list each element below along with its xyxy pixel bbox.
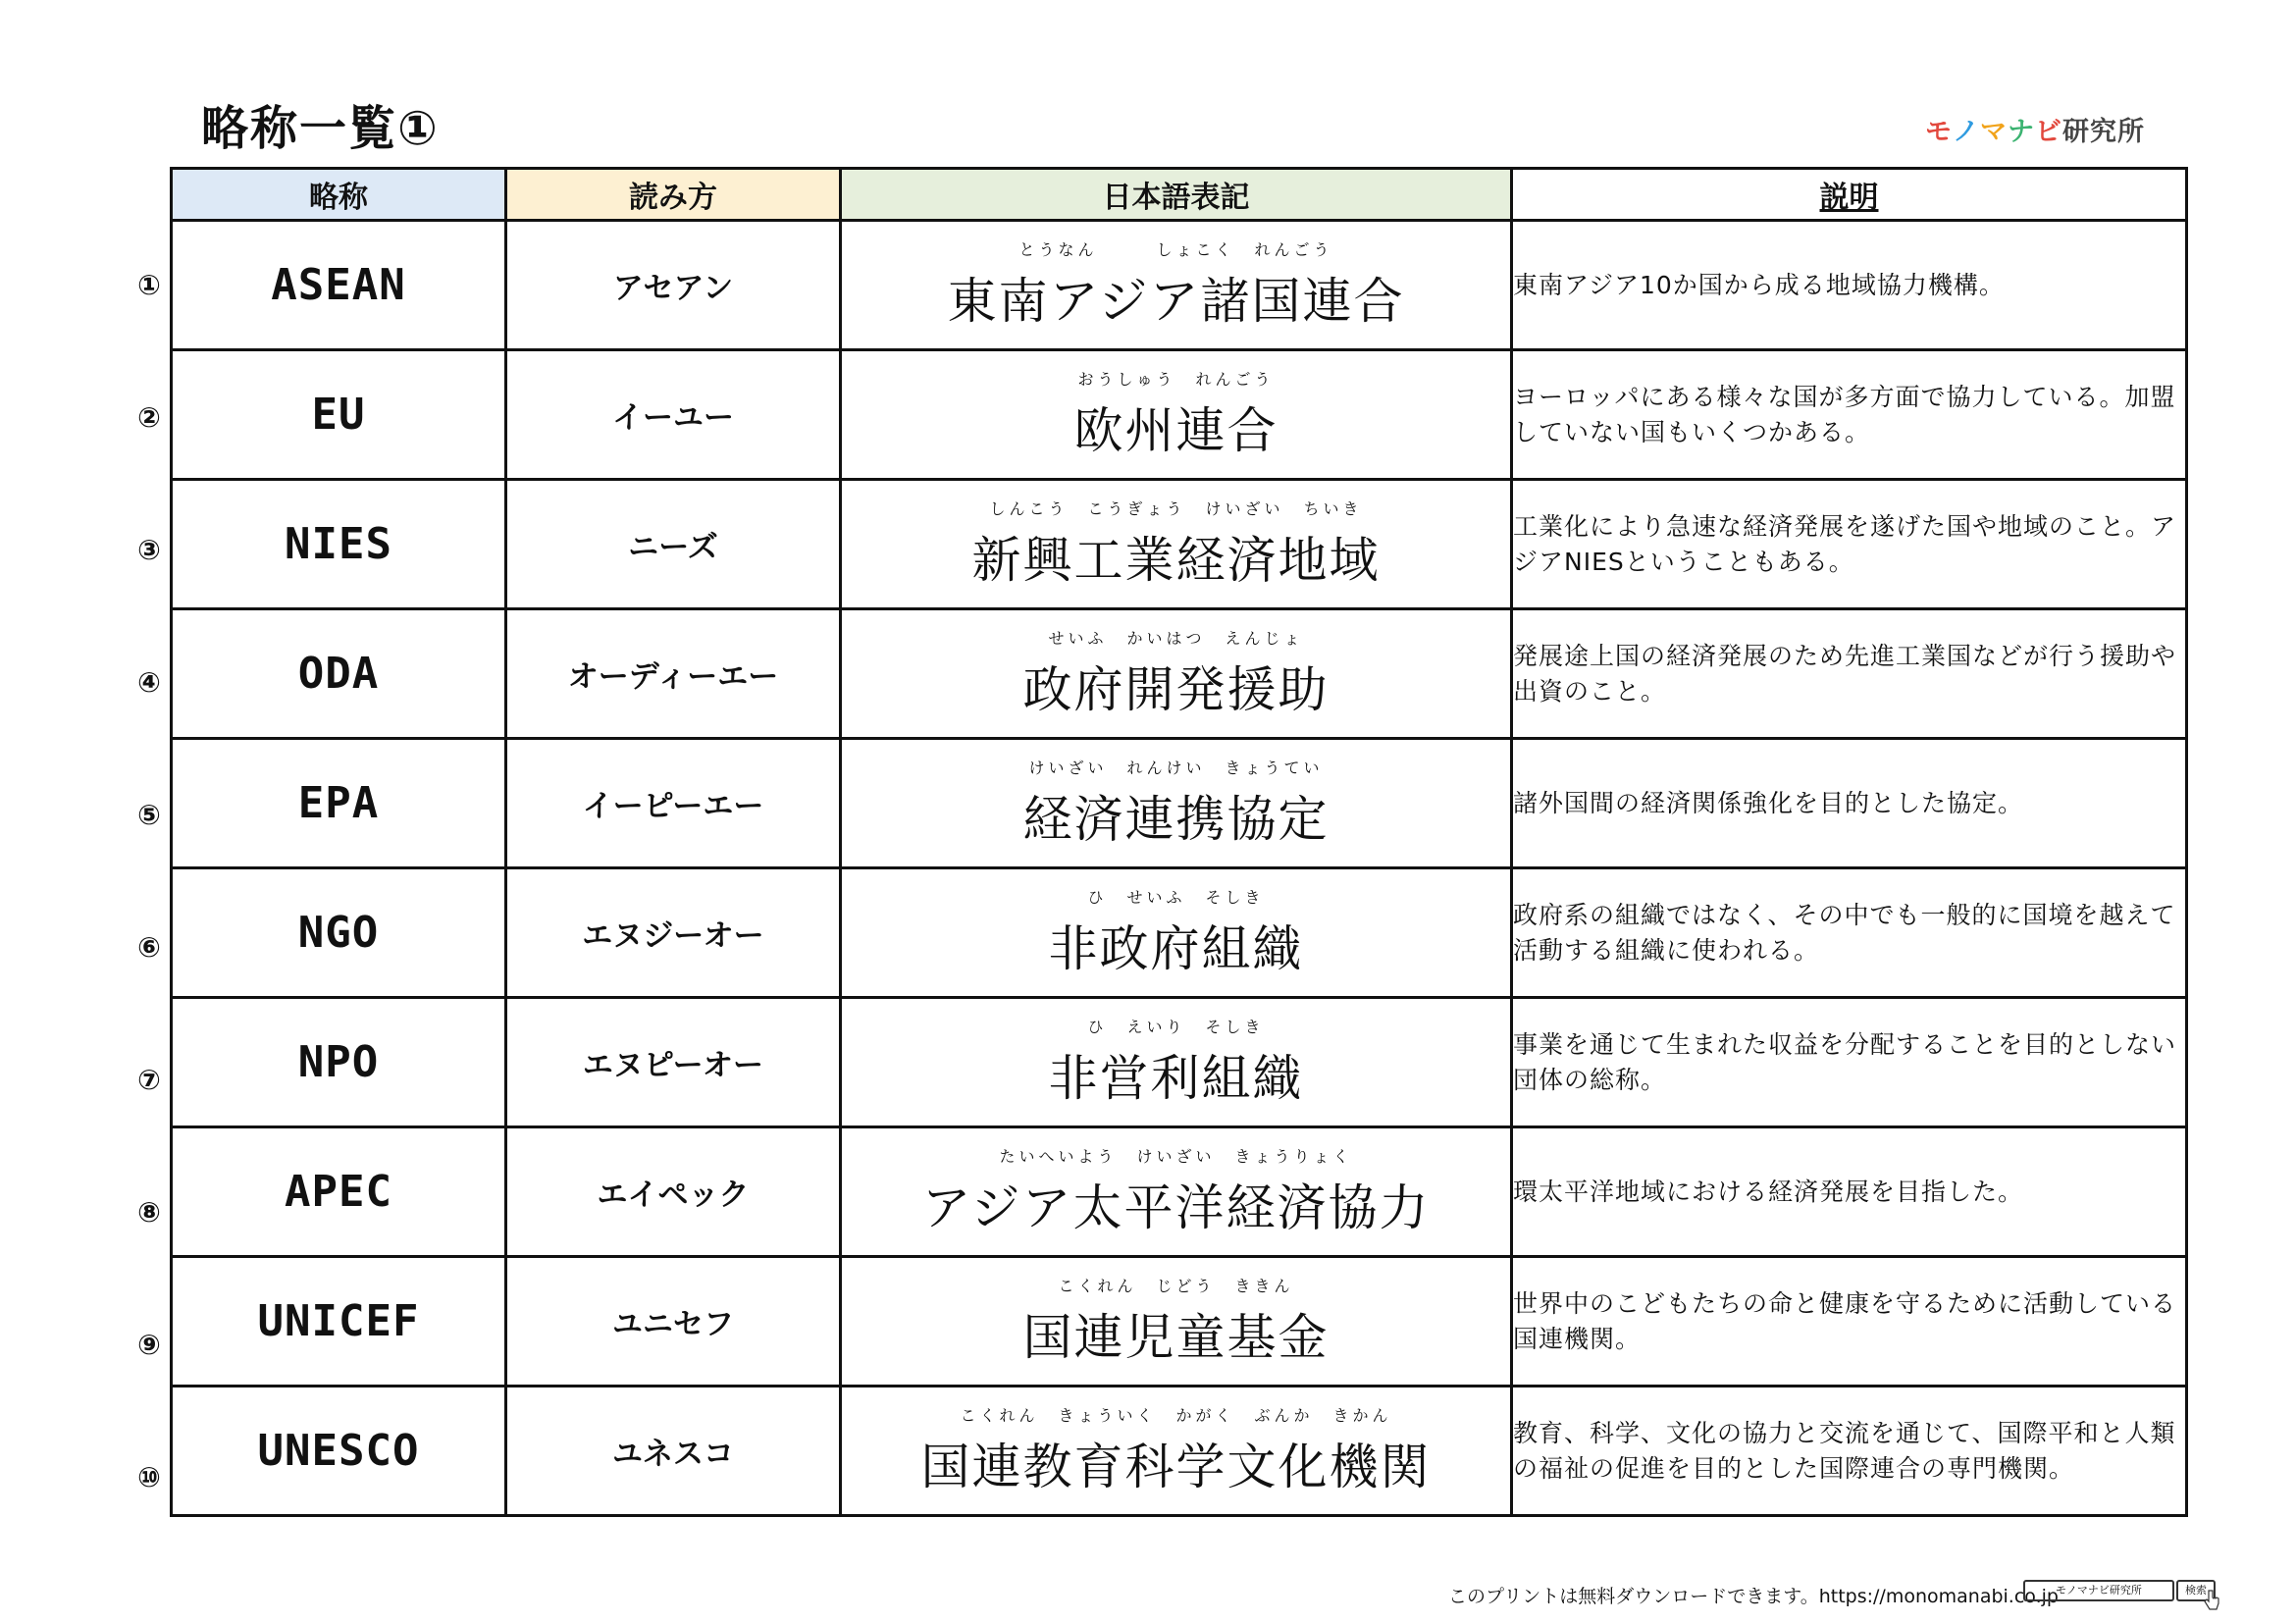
japanese-cell xyxy=(841,1387,1512,1516)
description-cell: 世界中のこどもたちの命と健康を守るために活動している国連機関。 xyxy=(1512,1257,2187,1387)
japanese-cell xyxy=(841,609,1512,739)
japanese-cell xyxy=(841,1257,1512,1387)
header-reading: 読み方 xyxy=(506,169,841,221)
description-cell: 工業化により急速な経済発展を遂げた国や地域のこと。アジアNIESということもある。 xyxy=(1512,480,2187,609)
japanese-text: 非営利組織 xyxy=(1048,1050,1304,1107)
table-row xyxy=(172,221,2187,350)
abbreviation-cell: EU xyxy=(172,350,506,480)
table-row xyxy=(172,350,2187,480)
description-cell: ヨーロッパにある様々な国が多方面で協力している。加盟していない国もいくつかある。 xyxy=(1512,350,2187,480)
table-row xyxy=(172,868,2187,998)
row-number: ⑩ xyxy=(137,1461,161,1493)
japanese-text: 国連児童基金 xyxy=(1022,1309,1330,1366)
furigana: こくれん きょういく かがく ぶんか きかん xyxy=(960,1406,1392,1425)
japanese-cell xyxy=(841,221,1512,350)
row-number: ⑦ xyxy=(137,1064,161,1096)
japanese-term xyxy=(1023,626,1330,721)
description-cell: 諸外国間の経済関係強化を目的とした協定。 xyxy=(1512,739,2187,868)
reading-cell: エヌジーオー xyxy=(506,868,841,998)
table-row xyxy=(172,1387,2187,1516)
site-logo: モノマナビ研究所 xyxy=(1925,117,2145,147)
abbreviation-cell: EPA xyxy=(172,739,506,868)
abbreviation-cell: NGO xyxy=(172,868,506,998)
japanese-term xyxy=(1049,885,1304,980)
reading-cell: イーユー xyxy=(506,350,841,480)
abbreviation-cell: ODA xyxy=(172,609,506,739)
row-number: ① xyxy=(137,269,161,301)
page-title: 略称一覧① xyxy=(201,101,440,156)
table-row xyxy=(172,739,2187,868)
furigana: せいふ かいはつ えんじょ xyxy=(1048,629,1304,648)
reading-cell: エイペック xyxy=(506,1127,841,1257)
description-cell: 政府系の組織ではなく、その中でも一般的に国境を越えて活動する組織に使われる。 xyxy=(1512,868,2187,998)
table-row xyxy=(172,609,2187,739)
furigana: たいへいよう けいざい きょうりょく xyxy=(999,1147,1353,1166)
reading-cell: イーピーエー xyxy=(506,739,841,868)
japanese-term xyxy=(1074,367,1278,462)
furigana: とうなん しょこく れんごう xyxy=(1018,240,1333,259)
description-cell: 事業を通じて生まれた収益を分配することを目的としない団体の総称。 xyxy=(1512,998,2187,1127)
furigana: しんこう こうぎょう けいざい ちいき xyxy=(989,499,1363,518)
row-number: ⑥ xyxy=(137,931,161,964)
japanese-term xyxy=(1049,1015,1304,1110)
japanese-text: 欧州連合 xyxy=(1073,402,1278,459)
footer-search-box: モノマナビ研究所 xyxy=(2023,1580,2174,1601)
table-row xyxy=(172,1127,2187,1257)
japanese-term xyxy=(922,1144,1431,1239)
abbreviation-cell: UNICEF xyxy=(172,1257,506,1387)
reading-cell: エヌピーオー xyxy=(506,998,841,1127)
japanese-text: 東南アジア諸国連合 xyxy=(947,273,1405,330)
reading-cell: ユニセフ xyxy=(506,1257,841,1387)
reading-cell: アセアン xyxy=(506,221,841,350)
header-abbreviation: 略称 xyxy=(172,169,506,221)
japanese-cell xyxy=(841,1127,1512,1257)
japanese-text: アジア太平洋経済協力 xyxy=(921,1179,1431,1236)
furigana: ひ えいり そしき xyxy=(1087,1018,1265,1036)
description-cell: 教育、科学、文化の協力と交流を通じて、国際平和と人類の福祉の促進を目的とした国際連合の専門機関。 xyxy=(1512,1387,2187,1516)
row-number: ⑨ xyxy=(137,1329,161,1361)
row-number: ④ xyxy=(137,666,161,699)
japanese-term xyxy=(972,497,1381,592)
japanese-text: 新興工業経済地域 xyxy=(971,532,1381,589)
japanese-cell xyxy=(841,998,1512,1127)
reading-cell: オーディーエー xyxy=(506,609,841,739)
japanese-text: 政府開発援助 xyxy=(1022,661,1330,718)
table-row xyxy=(172,998,2187,1127)
furigana: こくれん じどう ききん xyxy=(1058,1277,1294,1295)
row-number: ② xyxy=(137,401,161,434)
abbreviation-cell: APEC xyxy=(172,1127,506,1257)
table-row xyxy=(172,480,2187,609)
japanese-cell xyxy=(841,480,1512,609)
japanese-text: 非政府組織 xyxy=(1048,920,1304,977)
footer-search-button: 検索 xyxy=(2176,1580,2216,1601)
reading-cell: ニーズ xyxy=(506,480,841,609)
header-description: 説明 xyxy=(1512,169,2187,221)
abbreviation-cell: NPO xyxy=(172,998,506,1127)
japanese-term xyxy=(1023,756,1330,851)
furigana: ひ せいふ そしき xyxy=(1087,888,1265,907)
abbreviation-table xyxy=(170,167,2188,1517)
abbreviation-cell: UNESCO xyxy=(172,1387,506,1516)
reading-cell: ユネスコ xyxy=(506,1387,841,1516)
japanese-text: 経済連携協定 xyxy=(1022,791,1330,848)
japanese-cell xyxy=(841,868,1512,998)
row-number: ③ xyxy=(137,534,161,566)
japanese-term xyxy=(1023,1274,1330,1369)
description-cell: 発展途上国の経済発展のため先進工業国などが行う援助や出資のこと。 xyxy=(1512,609,2187,739)
row-number: ⑧ xyxy=(137,1196,161,1229)
header-japanese: 日本語表記 xyxy=(841,169,1512,221)
furigana: おうしゅう れんごう xyxy=(1077,370,1275,389)
japanese-cell xyxy=(841,739,1512,868)
description-cell: 環太平洋地域における経済発展を目指した。 xyxy=(1512,1127,2187,1257)
header-row xyxy=(172,169,2187,221)
japanese-text: 国連教育科学文化機関 xyxy=(920,1439,1432,1495)
japanese-term xyxy=(948,237,1405,333)
hand-cursor-icon xyxy=(2204,1590,2219,1611)
description-cell: 東南アジア10か国から成る地域協力機構。 xyxy=(1512,221,2187,350)
furigana: けいざい れんけい きょうてい xyxy=(1028,759,1324,777)
table-row xyxy=(172,1257,2187,1387)
footer-note: このプリントは無料ダウンロードできます。https://monomanabi.co.jp xyxy=(1448,1586,2059,1607)
japanese-term xyxy=(921,1403,1432,1498)
japanese-cell xyxy=(841,350,1512,480)
abbreviation-cell: NIES xyxy=(172,480,506,609)
row-number: ⑤ xyxy=(137,799,161,831)
abbreviation-cell: ASEAN xyxy=(172,221,506,350)
